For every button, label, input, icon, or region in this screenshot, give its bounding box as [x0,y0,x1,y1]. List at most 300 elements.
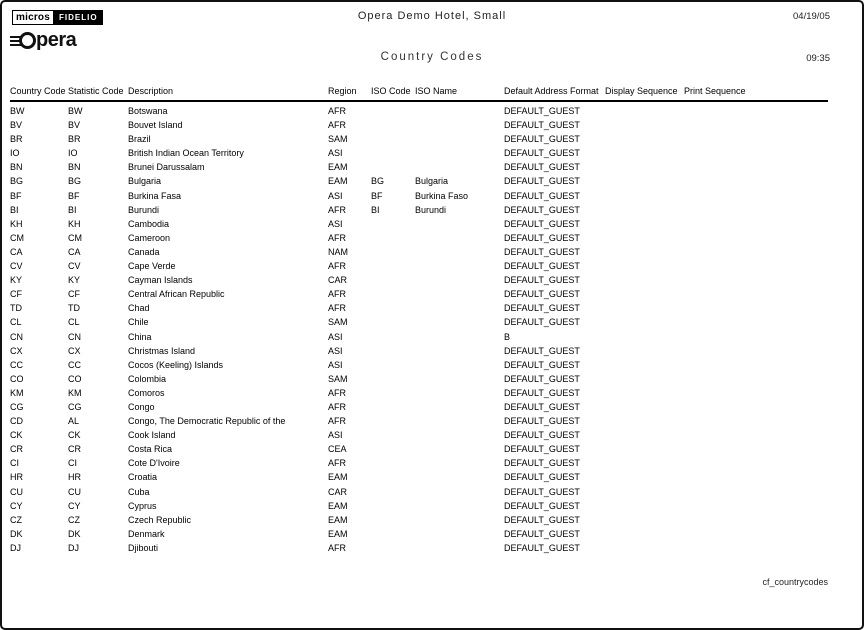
table-cell [684,330,828,344]
table-cell: AFR [328,303,346,314]
table-cell [415,456,504,470]
table-cell [371,146,415,160]
table-cell: DEFAULT_GUEST [504,401,580,412]
table-cell [684,287,828,301]
table-cell: KM [10,387,24,398]
table-row [10,174,828,188]
table-cell: CU [68,486,81,497]
table-cell: DEFAULT_GUEST [504,542,580,553]
table-cell: CEA [328,444,347,455]
table-cell [684,160,828,174]
table-cell [415,259,504,273]
table-cell: DEFAULT_GUEST [504,148,580,159]
table-cell [605,146,684,160]
table-cell: DEFAULT_GUEST [504,190,580,201]
table-cell [684,146,828,160]
table-cell: DEFAULT_GUEST [504,218,580,229]
table-cell: Comoros [128,387,165,398]
table-cell: CF [10,289,22,300]
table-cell: CZ [10,514,22,525]
table-cell: DEFAULT_GUEST [504,232,580,243]
table-cell [684,400,828,414]
table-cell [371,287,415,301]
table-cell [605,132,684,146]
table-cell: ASI [328,331,343,342]
table-cell [605,330,684,344]
table-cell: BR [10,134,23,145]
table-cell: Costa Rica [128,444,173,455]
table-cell [605,372,684,386]
table-cell: DEFAULT_GUEST [504,514,580,525]
table-row [10,203,828,217]
table-cell: Cape Verde [128,261,176,272]
table-cell [605,273,684,287]
table-cell [684,499,828,513]
table-cell: CO [68,373,82,384]
table-cell: CI [68,458,77,469]
table-cell: DEFAULT_GUEST [504,134,580,145]
table-cell [605,386,684,400]
table-cell: EAM [328,528,348,539]
table-cell: DEFAULT_GUEST [504,162,580,173]
table-cell [605,485,684,499]
table-cell [371,442,415,456]
table-cell [371,456,415,470]
table-row [10,273,828,287]
table-cell [415,400,504,414]
table-cell [371,231,415,245]
column-header: Country Code [10,86,68,101]
table-cell: CM [10,232,24,243]
table-cell [684,104,828,118]
table-cell [605,442,684,456]
table-cell [605,541,684,555]
table-cell [371,499,415,513]
table-cell: AFR [328,289,346,300]
table-row [10,231,828,245]
report-date: 04/19/05 [793,11,830,22]
table-cell [605,400,684,414]
table-cell: BG [68,176,82,187]
table-cell [415,330,504,344]
table-cell: CR [10,444,23,455]
table-cell [605,231,684,245]
table-cell: Cocos (Keeling) Islands [128,359,224,370]
table-cell: BG [371,176,385,187]
table-cell [371,217,415,231]
table-cell: CK [68,430,81,441]
table-cell: Chad [128,303,150,314]
table-cell: DEFAULT_GUEST [504,486,580,497]
table-cell: SAM [328,373,348,384]
table-cell: Cote D'Ivoire [128,458,180,469]
table-row [10,386,828,400]
table-cell: ASI [328,218,343,229]
hotel-title: Opera Demo Hotel, Small [357,10,507,22]
table-cell: CK [10,430,23,441]
table-row [10,358,828,372]
table-cell: Colombia [128,373,167,384]
table-row [10,442,828,456]
report-id: cf_countrycodes [762,577,828,587]
table-cell [415,315,504,329]
table-cell [605,287,684,301]
table-cell: Cook Island [128,430,176,441]
table-cell: Botswana [128,106,168,116]
table-cell [605,414,684,428]
table-cell: DJ [10,542,21,553]
table-cell: DEFAULT_GUEST [504,289,580,300]
column-header: Statistic Code [68,86,128,101]
table-cell: BV [10,120,23,131]
table-cell: BN [68,162,81,173]
table-cell [605,513,684,527]
table-cell: Chile [128,317,149,328]
table-cell [684,203,828,217]
table-cell [371,428,415,442]
table-cell: CF [68,289,80,300]
table-cell [684,485,828,499]
table-row [10,118,828,132]
table-row [10,414,828,428]
table-cell: EAM [328,176,348,187]
table-cell: Congo, The Democratic Republic of the [128,416,286,427]
table-row [10,160,828,174]
table-cell: CAR [328,486,348,497]
table-row [10,400,828,414]
report-time: 09:35 [806,53,830,64]
table-body [10,101,828,555]
table-cell: DEFAULT_GUEST [504,317,580,328]
table-row [10,541,828,555]
table-cell: KY [10,275,23,286]
table-cell [371,541,415,555]
page-title: Country Codes [380,51,484,63]
table-cell: HR [10,472,23,483]
table-cell: EAM [328,500,348,511]
table-cell [415,132,504,146]
table-cell [605,456,684,470]
table-cell: SAM [328,134,348,145]
column-header: Description [128,86,328,101]
table-cell [371,414,415,428]
table-cell [684,231,828,245]
table-cell [371,245,415,259]
table-cell [371,301,415,315]
table-cell [605,160,684,174]
table-row [10,470,828,484]
table-row [10,104,828,118]
table-cell [684,470,828,484]
table-cell: AFR [328,232,346,243]
table-cell: ASI [328,190,343,201]
table-cell [605,217,684,231]
table-cell: DEFAULT_GUEST [504,373,580,384]
opera-o-icon [19,32,36,49]
table-cell: BI [371,204,380,215]
table-cell: BN [10,162,23,173]
table-cell [415,499,504,513]
table-cell [371,485,415,499]
table-cell: BI [68,204,77,215]
table-cell: CY [68,500,81,511]
table-cell [415,287,504,301]
table-cell: Cayman Islands [128,275,193,286]
table-cell [371,400,415,414]
table-cell: Canada [128,246,160,257]
table-cell: Cuba [128,486,150,497]
table-row [10,372,828,386]
table-cell: DJ [68,542,79,553]
table-cell: TD [68,303,80,314]
table-cell: CG [10,401,24,412]
table-cell [415,513,504,527]
table-cell [415,104,504,118]
table-cell: AL [68,416,80,427]
table-cell [371,259,415,273]
table-cell [371,527,415,541]
table-cell: KH [68,218,81,229]
table-cell: KM [68,387,82,398]
table-cell [684,245,828,259]
table-cell [684,132,828,146]
table-cell: AFR [328,401,346,412]
column-header: Print Sequence [684,86,828,101]
table-cell: AFR [328,458,346,469]
table-cell: TD [10,303,22,314]
table-cell: Croatia [128,472,158,483]
table-cell: CN [10,331,23,342]
table-cell: CZ [68,514,80,525]
table-cell: Cambodia [128,218,170,229]
table-cell [684,301,828,315]
table-cell [371,104,415,118]
table-cell [605,104,684,118]
table-cell [684,513,828,527]
table-cell: CU [10,486,23,497]
table-cell: CX [68,345,81,356]
table-row [10,245,828,259]
table-cell: Brunei Darussalam [128,162,205,173]
table-cell [415,344,504,358]
table-cell: CC [10,359,23,370]
table-cell [415,273,504,287]
table-cell: British Indian Ocean Territory [128,148,244,159]
table-cell [605,344,684,358]
table-cell: AFR [328,261,346,272]
table-cell: CN [68,331,81,342]
table-row [10,330,828,344]
table-cell: Cyprus [128,500,157,511]
table-cell: CV [10,261,23,272]
table-cell: DEFAULT_GUEST [504,416,580,427]
table-cell [684,315,828,329]
table-cell: B [504,331,511,342]
table-cell: BF [68,190,80,201]
table-cell: IO [68,148,78,159]
column-header: Display Sequence [605,86,684,101]
table-cell [684,541,828,555]
table-cell: EAM [328,162,348,173]
table-cell: ASI [328,345,343,356]
table-cell: KY [68,275,81,286]
table-cell [684,414,828,428]
table-cell [415,245,504,259]
table-cell: DEFAULT_GUEST [504,120,580,131]
table-cell: DEFAULT_GUEST [504,106,580,116]
table-row [10,344,828,358]
table-cell: CM [68,232,82,243]
table-cell: DEFAULT_GUEST [504,359,580,370]
table-cell: AFR [328,416,346,427]
table-cell [605,118,684,132]
column-header: ISO Code [371,86,415,101]
table-cell [684,217,828,231]
table-cell: CI [10,458,19,469]
table-cell [415,217,504,231]
table-cell: DEFAULT_GUEST [504,204,580,215]
table-cell: DEFAULT_GUEST [504,303,580,314]
table-row [10,132,828,146]
table-cell: DEFAULT_GUEST [504,246,580,257]
table-cell [415,428,504,442]
table-cell [684,189,828,203]
table-cell: CL [68,317,80,328]
table-cell: Burundi [128,204,160,215]
table-cell [371,132,415,146]
table-cell: BG [10,176,24,187]
table-cell: DEFAULT_GUEST [504,176,580,187]
table-cell: DEFAULT_GUEST [504,275,580,286]
table-cell: AFR [328,542,346,553]
table-cell [415,527,504,541]
table-cell [415,358,504,372]
table-cell [415,386,504,400]
table-row [10,513,828,527]
table-cell [684,428,828,442]
table-cell: IO [10,148,20,159]
table-cell [605,301,684,315]
table-cell [605,470,684,484]
table-cell [415,485,504,499]
table-row [10,259,828,273]
table-cell: BF [371,190,383,201]
table-cell: Denmark [128,528,165,539]
table-cell: DK [10,528,23,539]
table-cell [605,245,684,259]
table-cell: SAM [328,317,348,328]
table-cell: ASI [328,148,343,159]
table-cell: HR [68,472,81,483]
table-cell: NAM [328,246,348,257]
table-cell [684,527,828,541]
table-row [10,499,828,513]
micros-logo-text: micros [12,10,54,25]
table-cell [684,259,828,273]
table-cell: Djibouti [128,542,159,553]
table-cell [371,372,415,386]
table-cell: CY [10,500,23,511]
table-cell: CV [68,261,81,272]
table-cell: BR [68,134,81,145]
table-cell [415,231,504,245]
table-cell: Central African Republic [128,289,225,300]
column-header: Region [328,86,371,101]
table-row [10,189,828,203]
table-cell [371,344,415,358]
table-cell: CC [68,359,81,370]
table-cell [371,160,415,174]
table-cell: BW [10,106,25,116]
table-row [10,301,828,315]
table-cell [684,442,828,456]
table-cell [371,513,415,527]
table-cell: DEFAULT_GUEST [504,444,580,455]
table-cell: CR [68,444,81,455]
table-cell [684,118,828,132]
table-cell [415,442,504,456]
table-cell [684,273,828,287]
table-cell: DEFAULT_GUEST [504,387,580,398]
table-cell: CA [68,246,81,257]
table-cell: AFR [328,106,346,116]
table-cell: EAM [328,514,348,525]
table-cell: Burkina Fasa [128,190,182,201]
table-cell: EAM [328,472,348,483]
table-cell [605,527,684,541]
table-header-row [10,86,828,101]
table-cell [684,386,828,400]
table-cell [415,118,504,132]
table-cell [371,118,415,132]
table-cell: CO [10,373,24,384]
table-cell [415,301,504,315]
table-cell [605,203,684,217]
table-cell: DEFAULT_GUEST [504,528,580,539]
table-cell [684,344,828,358]
table-cell: ASI [328,430,343,441]
table-cell: DK [68,528,81,539]
table-cell [605,428,684,442]
table-cell: Congo [128,401,155,412]
table-cell: CD [10,416,23,427]
table-cell [371,330,415,344]
table-cell [605,189,684,203]
table-cell: CL [10,317,22,328]
table-cell: AFR [328,387,346,398]
table-cell [605,499,684,513]
table-cell: DEFAULT_GUEST [504,500,580,511]
table-cell: ASI [328,359,343,370]
table-cell: Bouvet Island [128,120,183,131]
table-cell: Czech Republic [128,514,192,525]
table-cell [371,470,415,484]
table-cell: DEFAULT_GUEST [504,261,580,272]
table-cell: Brazil [128,134,151,145]
table-cell: BV [68,120,81,131]
table-row [10,485,828,499]
table-cell [371,358,415,372]
table-cell: CA [10,246,23,257]
opera-logo-text: pera [36,29,77,51]
table-cell [684,174,828,188]
column-header: ISO Name [415,86,504,101]
column-header: Default Address Format [504,86,605,101]
table-cell [415,372,504,386]
table-row [10,456,828,470]
table-cell: Burundi [415,204,447,215]
table-cell: CG [68,401,82,412]
